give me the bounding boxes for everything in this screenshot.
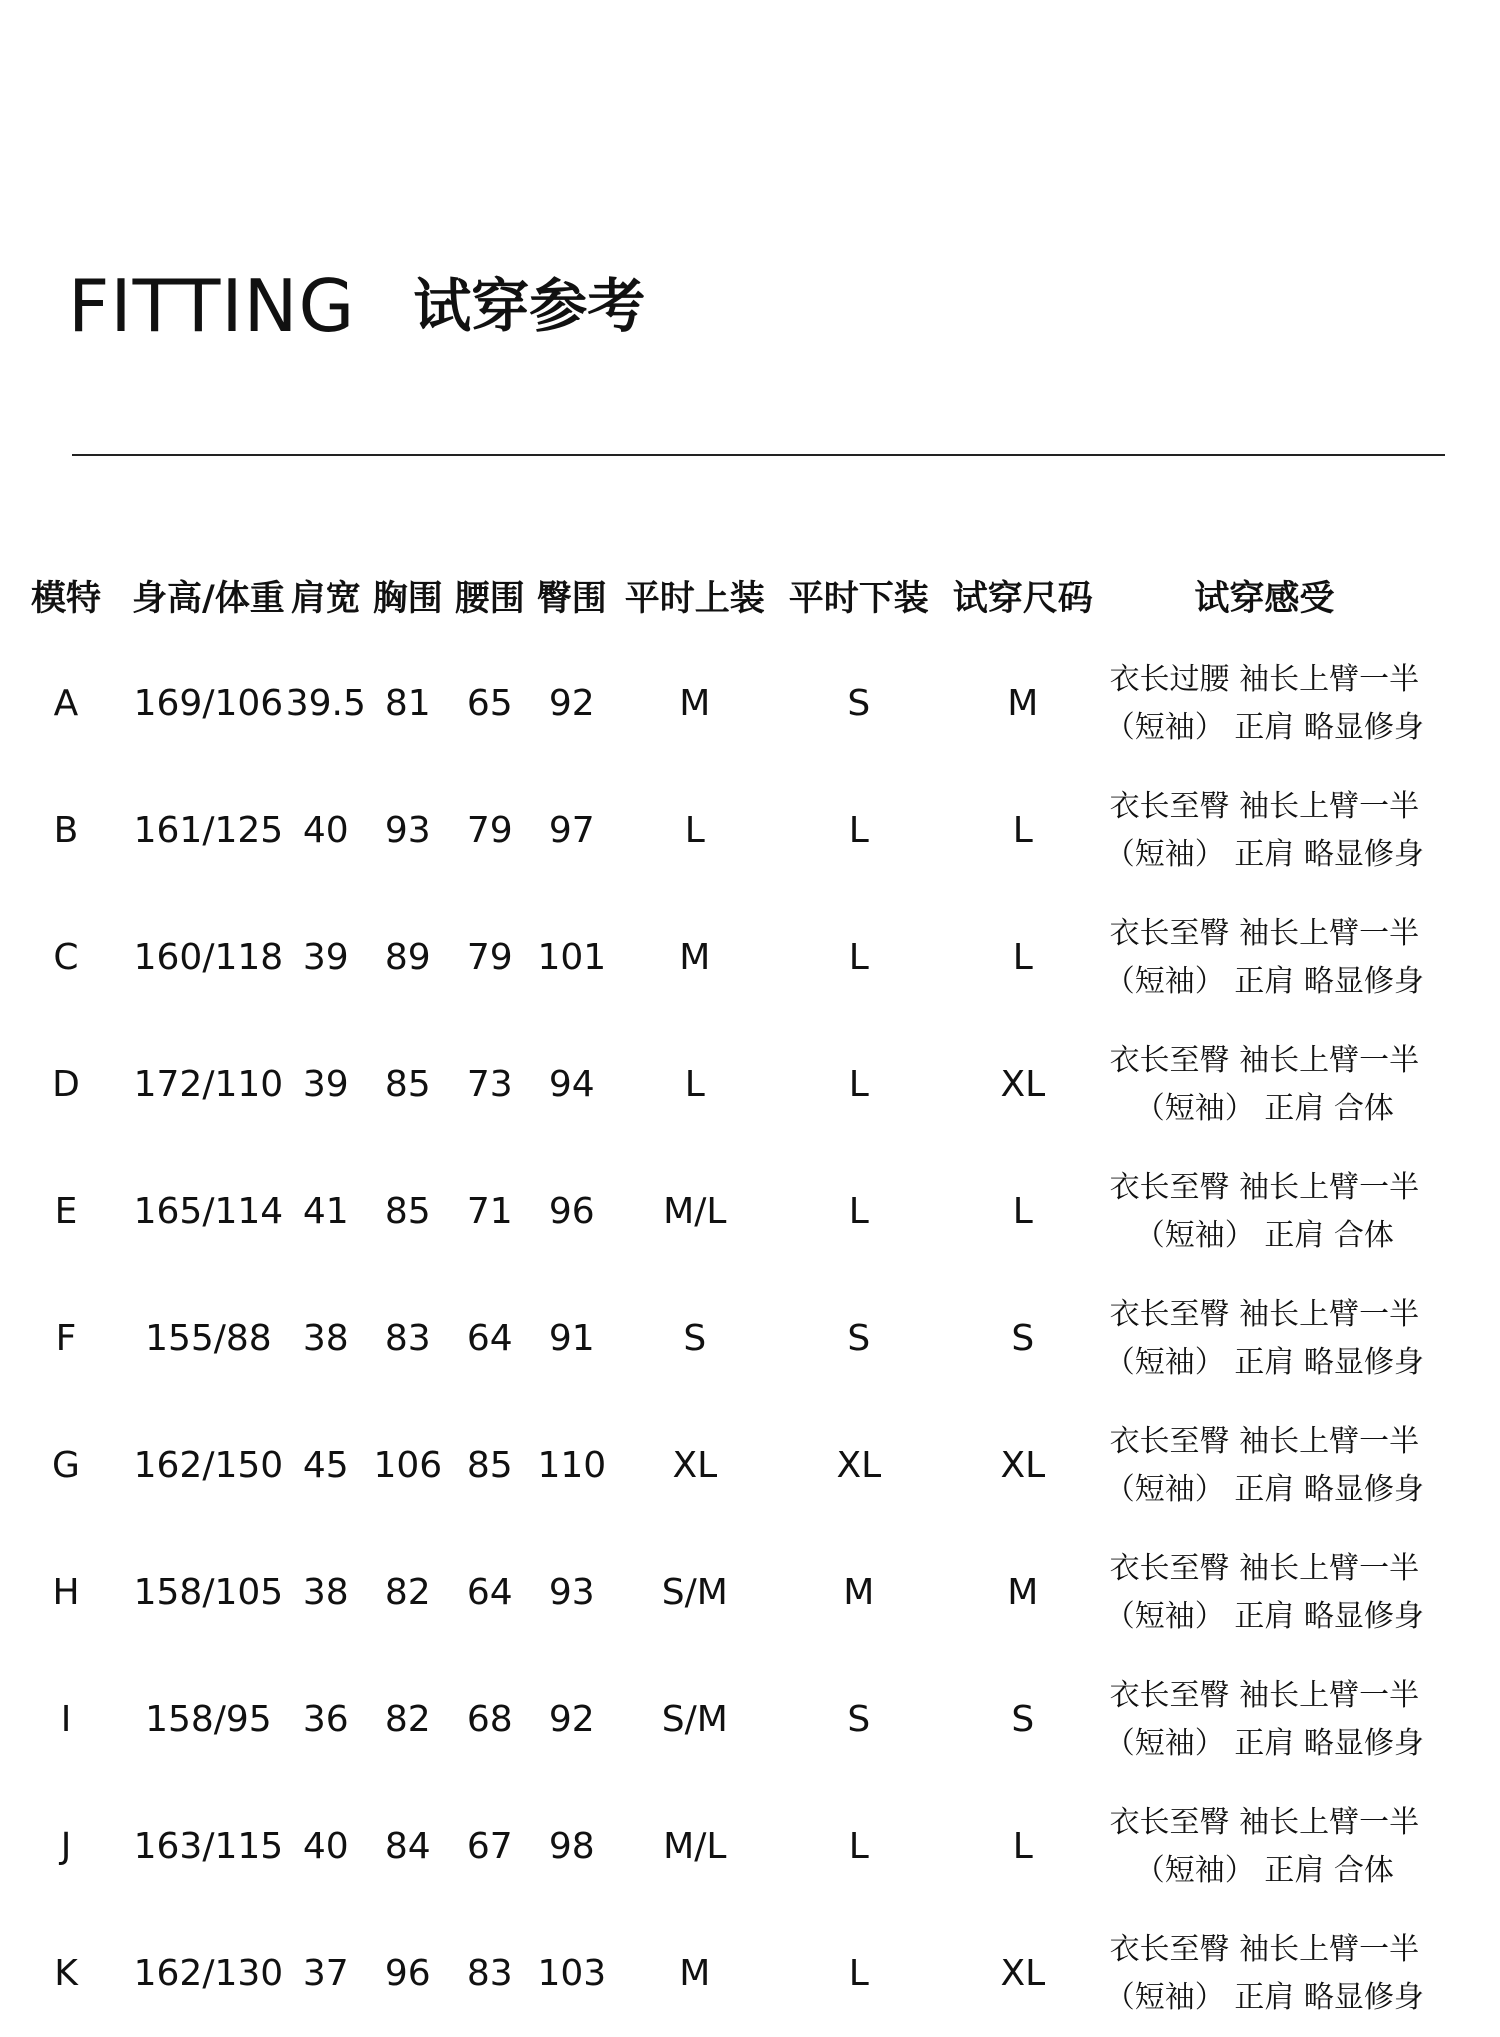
cell-waist: 67 (466, 1826, 513, 1867)
table-row (0, 1148, 1424, 1275)
header-cell: 肩宽 (290, 579, 361, 619)
cell-usual-bottom: L (848, 810, 869, 851)
title-chinese: 试穿参考 (413, 272, 646, 340)
cell-height-weight: 158/105 (133, 1572, 284, 1613)
feel-line-1: 衣长至臀 袖长上臂一半 (1109, 1804, 1420, 1840)
cell-hip: 103 (537, 1953, 607, 1994)
feel-line-2: （短袖） 正肩 略显修身 (1104, 1979, 1424, 2015)
cell-chest: 93 (384, 810, 431, 851)
feel-line-1: 衣长至臀 袖长上臂一半 (1109, 1931, 1420, 1967)
feel-line-1: 衣长至臀 袖长上臂一半 (1109, 1550, 1420, 1586)
table-row (0, 1529, 1424, 1656)
cell-try-size: S (1011, 1318, 1035, 1359)
feel-line-1: 衣长至臀 袖长上臂一半 (1109, 788, 1420, 824)
cell-chest: 81 (384, 683, 431, 724)
cell-chest: 85 (384, 1064, 431, 1105)
table-row (0, 767, 1424, 894)
cell-height-weight: 163/115 (133, 1826, 284, 1867)
feel-line-1: 衣长至臀 袖长上臂一半 (1109, 1042, 1420, 1078)
table-row (0, 640, 1424, 767)
header-cell: 腰围 (454, 579, 525, 619)
cell-feel (1105, 1910, 1424, 2037)
cell-height-weight: 161/125 (133, 810, 284, 851)
cell-model: A (53, 683, 79, 724)
cell-feel (1105, 1783, 1424, 1910)
header-cell: 试穿尺码 (952, 579, 1093, 619)
cell-hip: 92 (548, 683, 595, 724)
feel-line-2: （短袖） 正肩 略显修身 (1104, 1725, 1424, 1761)
cell-height-weight: 155/88 (145, 1318, 272, 1359)
cell-shoulder: 41 (302, 1191, 349, 1232)
cell-chest: 84 (384, 1826, 431, 1867)
cell-try-size: L (1012, 937, 1033, 978)
cell-usual-top: M (679, 683, 711, 724)
cell-model: F (55, 1318, 77, 1359)
cell-feel (1105, 1275, 1424, 1402)
cell-chest: 82 (384, 1699, 431, 1740)
cell-height-weight: 172/110 (133, 1064, 284, 1105)
title-english: FITTING (68, 264, 356, 348)
cell-usual-bottom: L (848, 1826, 869, 1867)
cell-feel (1105, 767, 1424, 894)
title-divider (72, 454, 1445, 456)
cell-waist: 73 (466, 1064, 513, 1105)
cell-feel (1105, 1656, 1424, 1783)
cell-hip: 93 (548, 1572, 595, 1613)
cell-usual-top: M (679, 937, 711, 978)
cell-waist: 64 (466, 1318, 513, 1359)
table-row (0, 1910, 1424, 2037)
page-title (68, 264, 646, 348)
feel-line-2: （短袖） 正肩 合体 (1134, 1217, 1394, 1253)
header-cell: 平时下装 (788, 579, 929, 619)
table-row (0, 1402, 1424, 1529)
cell-chest: 89 (384, 937, 431, 978)
cell-shoulder: 45 (302, 1445, 349, 1486)
cell-height-weight: 162/150 (133, 1445, 284, 1486)
cell-usual-top: M (679, 1953, 711, 1994)
feel-line-1: 衣长至臀 袖长上臂一半 (1109, 1423, 1420, 1459)
cell-usual-bottom: M (843, 1572, 875, 1613)
cell-model: H (52, 1572, 80, 1613)
feel-line-2: （短袖） 正肩 略显修身 (1104, 1598, 1424, 1634)
cell-model: I (60, 1699, 72, 1740)
cell-shoulder: 39 (302, 937, 349, 978)
feel-line-1: 衣长过腰 袖长上臂一半 (1109, 661, 1420, 697)
cell-model: J (60, 1826, 72, 1867)
cell-waist: 68 (466, 1699, 513, 1740)
cell-usual-top: S/M (661, 1699, 728, 1740)
cell-shoulder: 37 (302, 1953, 349, 1994)
cell-usual-top: S (683, 1318, 707, 1359)
cell-model: D (52, 1064, 80, 1105)
fitting-table (0, 552, 1424, 2037)
cell-waist: 65 (466, 683, 513, 724)
header-cell: 臀围 (536, 579, 607, 619)
cell-height-weight: 165/114 (133, 1191, 284, 1232)
table-header-row (0, 552, 1424, 640)
cell-usual-top: M/L (663, 1826, 727, 1867)
cell-waist: 71 (466, 1191, 513, 1232)
header-cell: 模特 (30, 579, 101, 619)
table-row (0, 894, 1424, 1021)
cell-try-size: M (1007, 683, 1039, 724)
feel-line-2: （短袖） 正肩 略显修身 (1104, 709, 1424, 745)
feel-line-1: 衣长至臀 袖长上臂一半 (1109, 1677, 1420, 1713)
feel-line-2: （短袖） 正肩 合体 (1134, 1090, 1394, 1126)
cell-hip: 101 (537, 937, 607, 978)
cell-usual-bottom: L (848, 937, 869, 978)
cell-usual-bottom: S (847, 1699, 871, 1740)
cell-usual-bottom: S (847, 1318, 871, 1359)
cell-usual-top: M/L (663, 1191, 727, 1232)
table-row (0, 1021, 1424, 1148)
cell-chest: 82 (384, 1572, 431, 1613)
cell-hip: 91 (548, 1318, 595, 1359)
cell-feel (1105, 894, 1424, 1021)
cell-model: E (54, 1191, 78, 1232)
cell-chest: 83 (384, 1318, 431, 1359)
cell-chest: 96 (384, 1953, 431, 1994)
cell-waist: 79 (466, 937, 513, 978)
cell-height-weight: 169/106 (133, 683, 284, 724)
cell-usual-top: L (684, 1064, 705, 1105)
cell-shoulder: 40 (302, 1826, 349, 1867)
cell-height-weight: 158/95 (145, 1699, 272, 1740)
cell-waist: 64 (466, 1572, 513, 1613)
cell-shoulder: 39.5 (285, 683, 366, 724)
cell-hip: 98 (548, 1826, 595, 1867)
cell-usual-bottom: L (848, 1064, 869, 1105)
cell-waist: 85 (466, 1445, 513, 1486)
cell-shoulder: 38 (302, 1572, 349, 1613)
cell-try-size: XL (1000, 1445, 1046, 1486)
cell-hip: 94 (548, 1064, 595, 1105)
cell-hip: 97 (548, 810, 595, 851)
cell-hip: 92 (548, 1699, 595, 1740)
cell-feel (1105, 640, 1424, 767)
cell-waist: 83 (466, 1953, 513, 1994)
cell-shoulder: 39 (302, 1064, 349, 1105)
cell-height-weight: 160/118 (133, 937, 284, 978)
cell-try-size: L (1012, 1826, 1033, 1867)
cell-shoulder: 36 (302, 1699, 349, 1740)
cell-shoulder: 38 (302, 1318, 349, 1359)
cell-feel (1105, 1021, 1424, 1148)
cell-feel (1105, 1529, 1424, 1656)
header-cell: 试穿感受 (1194, 579, 1335, 619)
feel-line-1: 衣长至臀 袖长上臂一半 (1109, 1169, 1420, 1205)
feel-line-2: （短袖） 正肩 略显修身 (1104, 1344, 1424, 1380)
feel-line-2: （短袖） 正肩 略显修身 (1104, 1471, 1424, 1507)
cell-waist: 79 (466, 810, 513, 851)
cell-model: K (54, 1953, 78, 1994)
cell-chest: 106 (373, 1445, 443, 1486)
cell-chest: 85 (384, 1191, 431, 1232)
cell-shoulder: 40 (302, 810, 349, 851)
header-cell: 身高/体重 (132, 579, 285, 619)
cell-usual-bottom: S (847, 683, 871, 724)
cell-try-size: M (1007, 1572, 1039, 1613)
cell-usual-bottom: L (848, 1191, 869, 1232)
table-row (0, 1783, 1424, 1910)
feel-line-2: （短袖） 正肩 略显修身 (1104, 836, 1424, 872)
feel-line-1: 衣长至臀 袖长上臂一半 (1109, 915, 1420, 951)
cell-try-size: L (1012, 810, 1033, 851)
feel-line-1: 衣长至臀 袖长上臂一半 (1109, 1296, 1420, 1332)
cell-usual-top: XL (672, 1445, 718, 1486)
cell-feel (1105, 1148, 1424, 1275)
cell-hip: 96 (548, 1191, 595, 1232)
table-row (0, 1275, 1424, 1402)
cell-model: B (53, 810, 79, 851)
cell-height-weight: 162/130 (133, 1953, 284, 1994)
cell-try-size: XL (1000, 1064, 1046, 1105)
cell-hip: 110 (537, 1445, 607, 1486)
feel-line-2: （短袖） 正肩 合体 (1134, 1852, 1394, 1888)
cell-model: G (52, 1445, 80, 1486)
cell-model: C (53, 937, 79, 978)
cell-feel (1105, 1402, 1424, 1529)
cell-usual-bottom: L (848, 1953, 869, 1994)
header-cell: 胸围 (372, 579, 443, 619)
cell-usual-top: S/M (661, 1572, 728, 1613)
cell-try-size: S (1011, 1699, 1035, 1740)
cell-usual-bottom: XL (836, 1445, 882, 1486)
cell-try-size: L (1012, 1191, 1033, 1232)
table-row (0, 1656, 1424, 1783)
header-cell: 平时上装 (624, 579, 765, 619)
cell-usual-top: L (684, 810, 705, 851)
cell-try-size: XL (1000, 1953, 1046, 1994)
feel-line-2: （短袖） 正肩 略显修身 (1104, 963, 1424, 999)
